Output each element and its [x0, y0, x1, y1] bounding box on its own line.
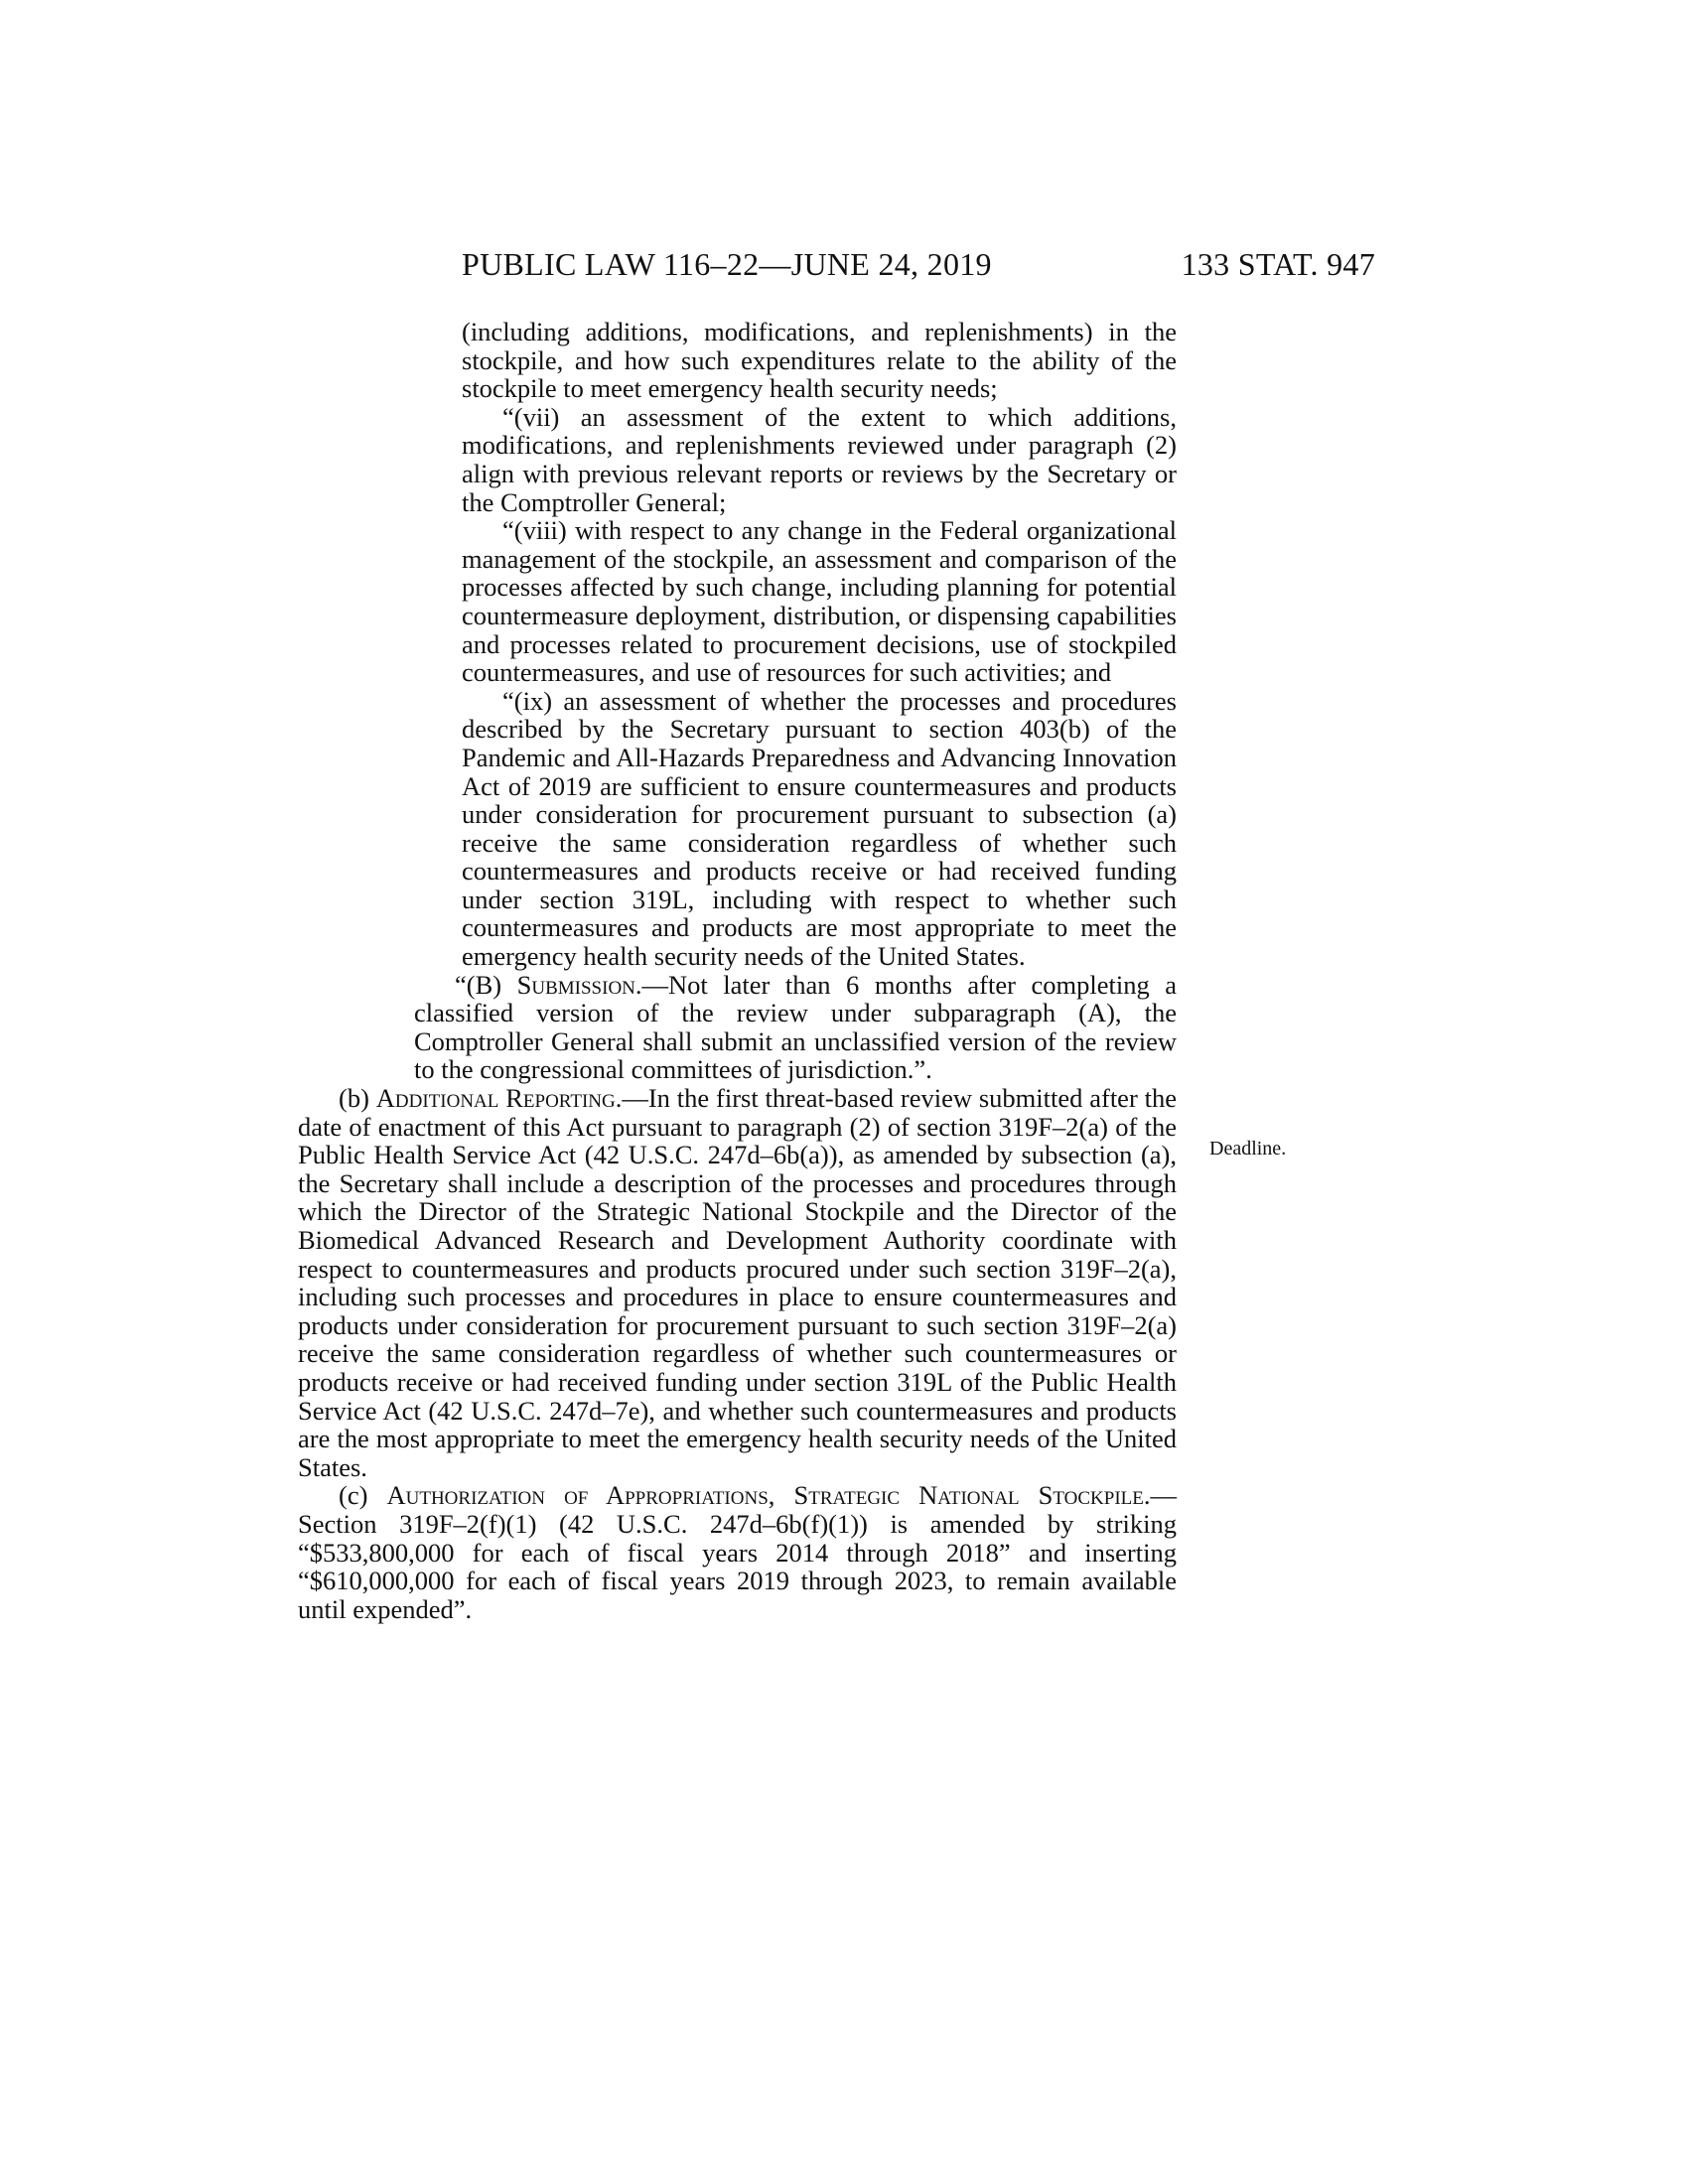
- subparagraph-b-submission: [414, 971, 1177, 1084]
- subparagraph-b-text: .—Not later than 6 months after completing a classified version of the review under subparagraph (A), the Comptroller General shall submit an unclassified version of the review to the congressional committees of jurisdiction.”.: [414, 969, 1177, 1085]
- subparagraph-b-prefix: “(B): [455, 969, 517, 1000]
- margin-note-deadline: Deadline.: [1209, 1138, 1287, 1160]
- subsection-b-heading: Additional Reporting: [375, 1083, 616, 1114]
- subsection-b-text: .—In the first threat-based review submitted after the date of enactment of this Act pursuant to paragraph (2) of section 319F–2(a) of the Public Health Service Act (42 U.S.C. 247d–6b(a)), as amended by subsection (a), the Secretary shall include a description of the processes and procedures through which the Director of the Strategic National Stockpile and the Director of the Biomedical Advanced Research and Development Authority coordinate with respect to countermeasures and products procured under such section 319F–2(a), including such processes and procedures in place to ensure countermeasures and products under consideration for procurement pursuant to such section 319F–2(a) receive the same consideration regardless of whether such countermeasures or products receive or had received funding under section 319L of the Public Health Service Act (42 U.S.C. 247d–7e), and whether such countermeasures and products are the most appropriate to meet the emergency health security needs of the United States.: [298, 1083, 1178, 1482]
- body-text: [298, 318, 1177, 1623]
- law-title: PUBLIC LAW 116–22—JUNE 24, 2019: [462, 246, 992, 282]
- paragraph-viii: “(viii) with respect to any change in the Federal organizational management of the stockpile, an assessment and comparison of the processes affected by such change, including planning for potential countermeasure deployment, distribution, or dispensing capabilities and processes related to procurement decisions, use of stockpiled countermeasures, and use of resources for such activities; and: [462, 515, 1177, 688]
- paragraph-ix: “(ix) an assessment of whether the processes and procedures described by the Secretary pursuant to section 403(b) of the Pandemic and All-Hazards Preparedness and Advancing Innovation Act of 2019 are sufficient to ensure countermeasures and products under consideration for procurement pursuant to subsection (a) receive the same consideration regardless of whether such countermeasures and products receive or had received funding under section 319L, including with respect to whether such countermeasures and products are most appropriate to meet the emergency health security needs of the United States.: [462, 685, 1177, 972]
- paragraph-vi-continuation: (including additions, modifications, and replenishments) in the stockpile, and how such expenditures relate to the ability of the stockpile to meet emergency health security needs;: [462, 317, 1177, 404]
- stat-page-reference: 133 STAT. 947: [1181, 246, 1375, 282]
- subsection-c-prefix: (c): [339, 1480, 387, 1511]
- subsection-b-prefix: (b): [339, 1083, 376, 1114]
- subsection-c-heading: Authorization of Appropriations, Strategic National Stockpile: [386, 1480, 1144, 1511]
- paragraph-vii: “(vii) an assessment of the extent to which additions, modifications, and replenishments reviewed under paragraph (2) align with previous relevant reports or reviews by the Secretary or the Comptroller General;: [462, 401, 1177, 517]
- subsection-b-additional-reporting: [298, 1084, 1177, 1481]
- subsection-c-text: .—Section 319F–2(f)(1) (42 U.S.C. 247d–6b(f)(1)) is amended by striking “$533,800,000 for each of fiscal years 2014 through 2018” and inserting “$610,000,000 for each of fiscal years 2019 through 2023, to remain available until expended”.: [298, 1480, 1177, 1624]
- subsection-c-authorization: [298, 1481, 1177, 1623]
- subparagraph-b-heading: Submission: [516, 969, 635, 1000]
